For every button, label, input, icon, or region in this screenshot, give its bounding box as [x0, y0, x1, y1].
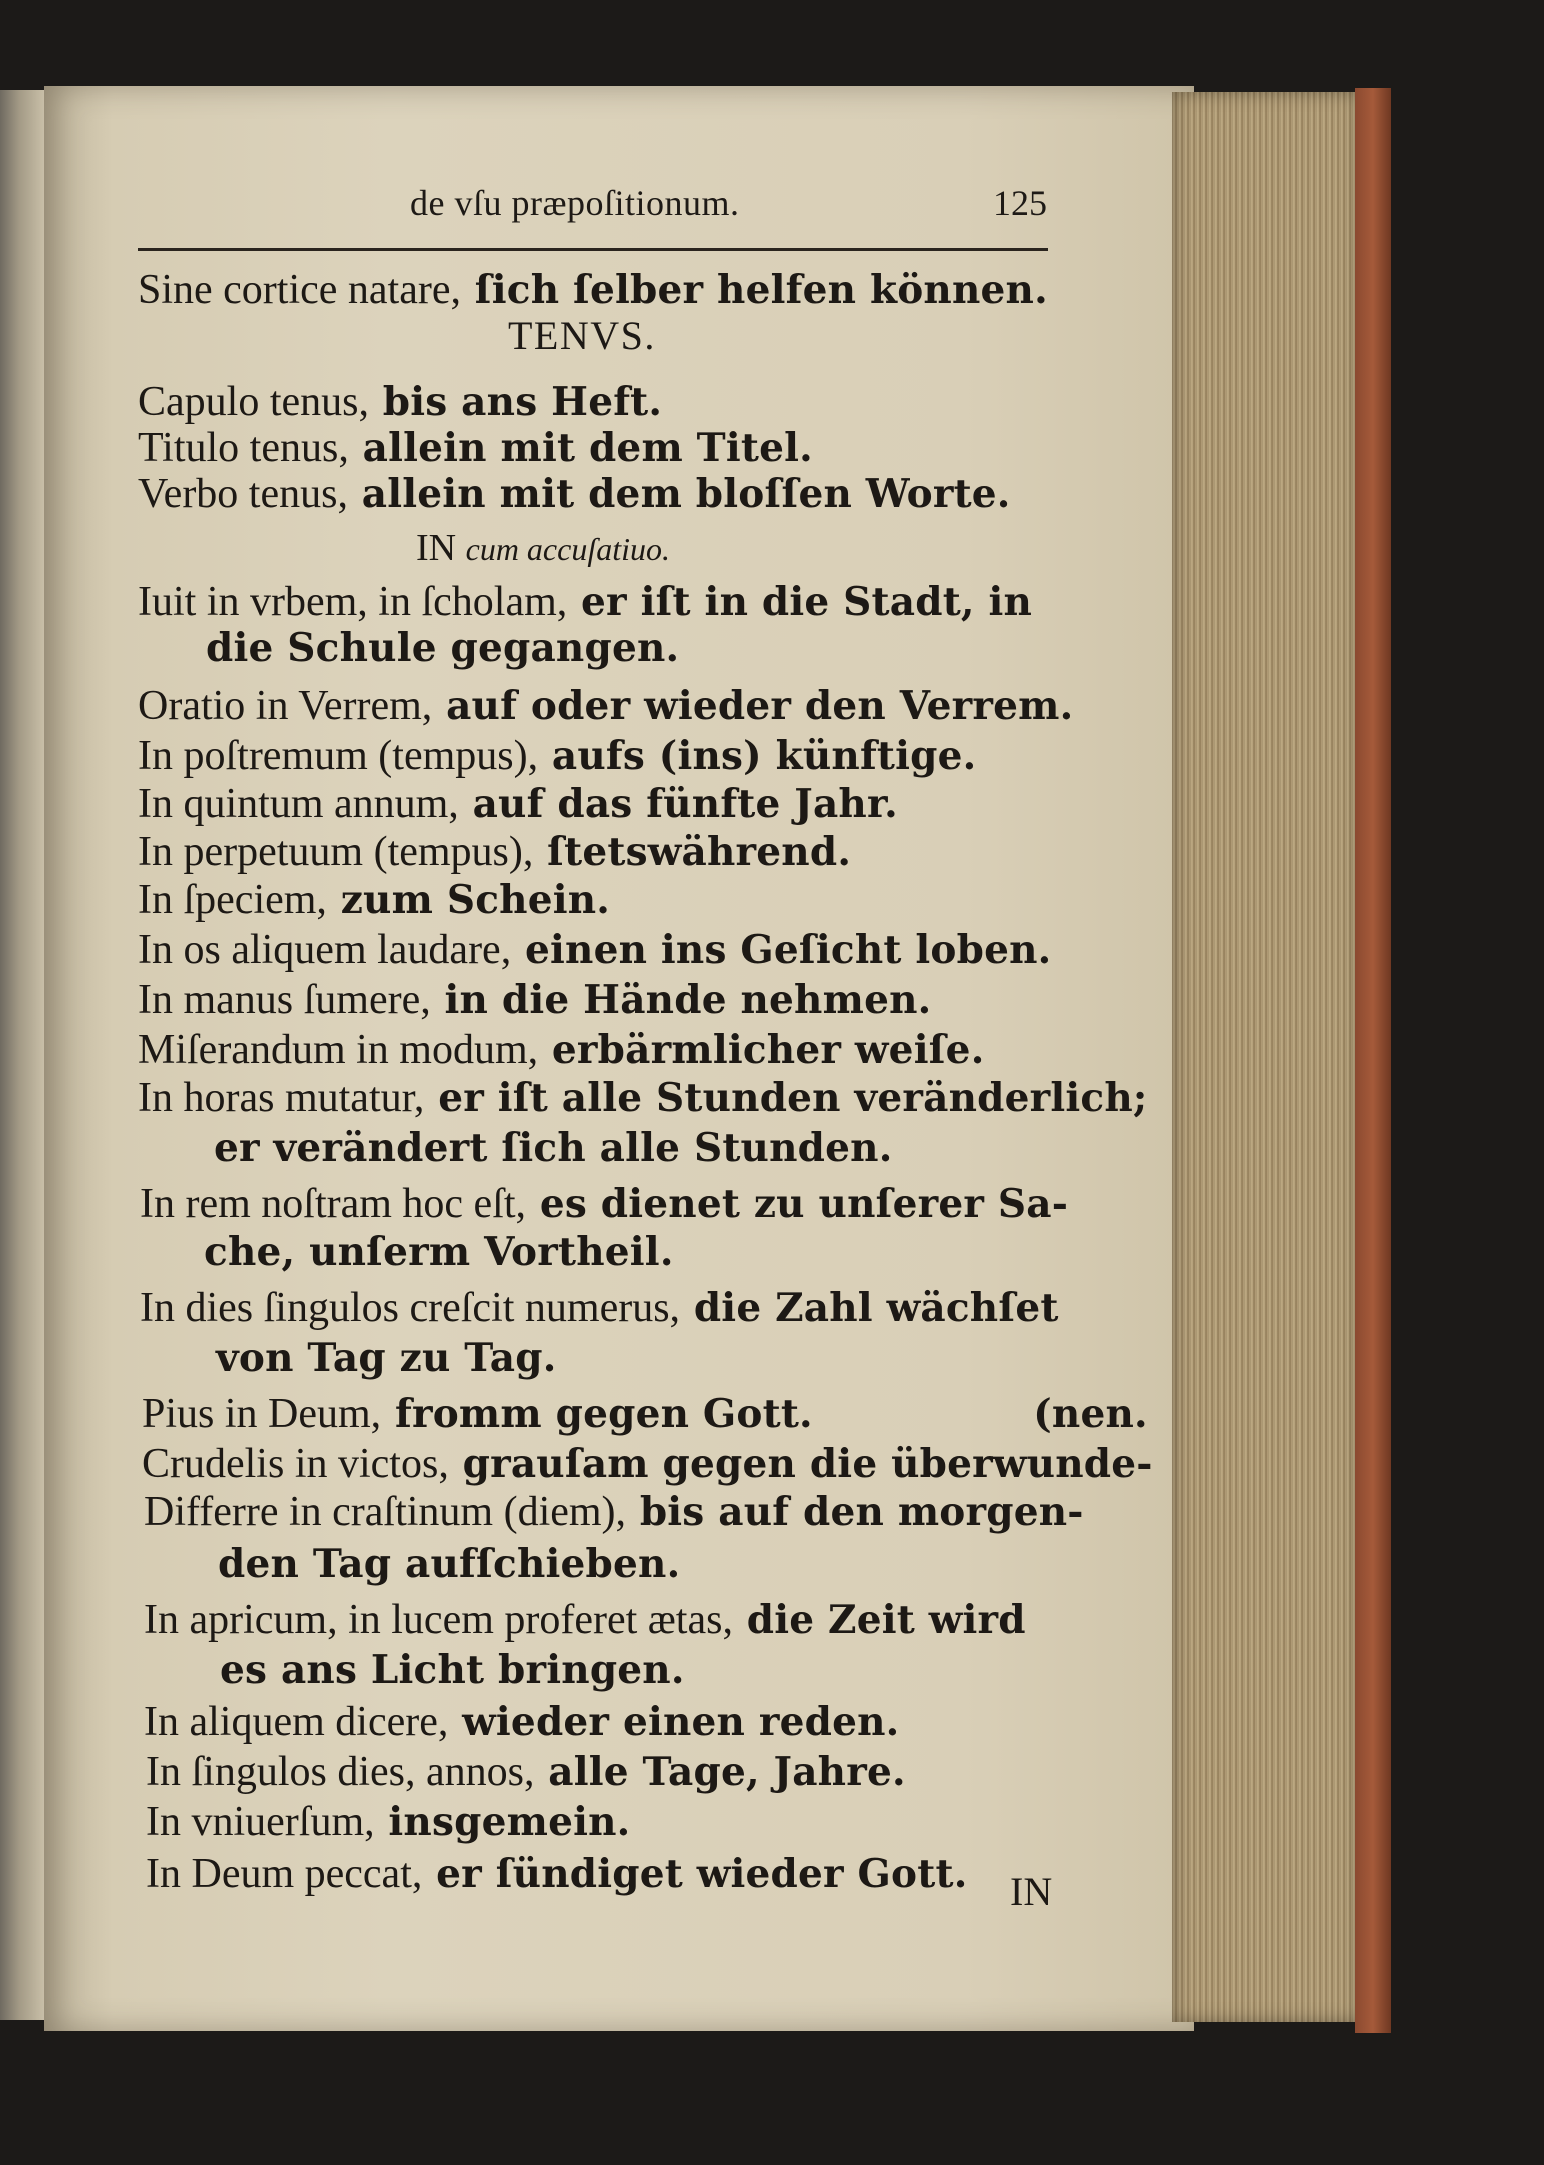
- book-cover-edge: [1355, 88, 1391, 2033]
- section-heading-in: IN cum accuſatiuo.: [416, 527, 670, 569]
- text-line: Capulo tenus, bis ans Heft.: [138, 379, 663, 425]
- catchword: IN: [1010, 1869, 1053, 1914]
- text-line: In Deum peccat, er ſündiget wieder Gott.: [146, 1851, 968, 1897]
- text-line: Differre in craſtinum (diem), bis auf den morgen-: [144, 1489, 1084, 1535]
- text-line-continuation: es ans Licht bringen.: [220, 1647, 685, 1693]
- text-line: Iuit in vrbem, in ſcholam, er iſt in die Stadt, in: [138, 579, 1033, 625]
- running-head-title: de vſu præpoſitionum.: [410, 183, 740, 223]
- text-line: In vniuerſum, insgemein.: [146, 1799, 631, 1845]
- text-line: In apricum, in lucem proferet ætas, die Zeit wird: [144, 1597, 1026, 1643]
- section-heading-tenus: TENVS.: [508, 313, 656, 358]
- text-line: Verbo tenus, allein mit dem bloſſen Worte.: [138, 471, 1011, 517]
- text-line: In horas mutatur, er iſt alle Stunden veränderlich;: [138, 1075, 1148, 1121]
- text-line-continuation: die Schule gegangen.: [206, 625, 680, 671]
- text-line: In dies ſingulos creſcit numerus, die Zahl wächſet: [140, 1285, 1059, 1331]
- text-line: Oratio in Verrem, auf oder wieder den Verrem.: [138, 683, 1074, 729]
- text-line: In rem noſtram hoc eſt, es dienet zu unſerer Sa-: [140, 1181, 1069, 1227]
- text-line-continuation: von Tag zu Tag.: [216, 1335, 557, 1381]
- running-head: [140, 182, 1055, 242]
- text-line: Pius in Deum, fromm gegen Gott. (nen.: [142, 1391, 1148, 1437]
- left-page-edge: [0, 90, 48, 2020]
- text-line: Sine cortice natare, ſich ſelber helfen können.: [138, 267, 1048, 313]
- text-line: In aliquem dicere, wieder einen reden.: [144, 1699, 900, 1745]
- text-line: In poſtremum (tempus), aufs (ins) künftige.: [138, 733, 977, 779]
- text-line: In ſpeciem, zum Schein.: [138, 877, 611, 923]
- text-line: In quintum annum, auf das fünfte Jahr.: [138, 781, 898, 827]
- page-number: 125: [993, 183, 1047, 223]
- text-line-continuation: che, unſerm Vortheil.: [204, 1229, 674, 1275]
- text-line: Titulo tenus, allein mit dem Titel.: [138, 425, 813, 471]
- page-fore-edge: [1172, 92, 1370, 2022]
- text-line: In manus ſumere, in die Hände nehmen.: [138, 977, 932, 1023]
- header-rule: [138, 248, 1048, 251]
- text-line: Crudelis in victos, grauſam gegen die überwunde-: [142, 1441, 1153, 1487]
- text-line: Miſerandum in modum, erbärmlicher weiſe.: [138, 1027, 985, 1073]
- text-line-continuation: den Tag aufſchieben.: [218, 1541, 681, 1587]
- text-line: In ſingulos dies, annos, alle Tage, Jahre.: [146, 1749, 906, 1795]
- text-line: In os aliquem laudare, einen ins Geſicht loben.: [138, 927, 1052, 973]
- text-line: In perpetuum (tempus), ſtetswährend.: [138, 829, 852, 875]
- text-line-continuation: er verändert ſich alle Stunden.: [214, 1125, 893, 1171]
